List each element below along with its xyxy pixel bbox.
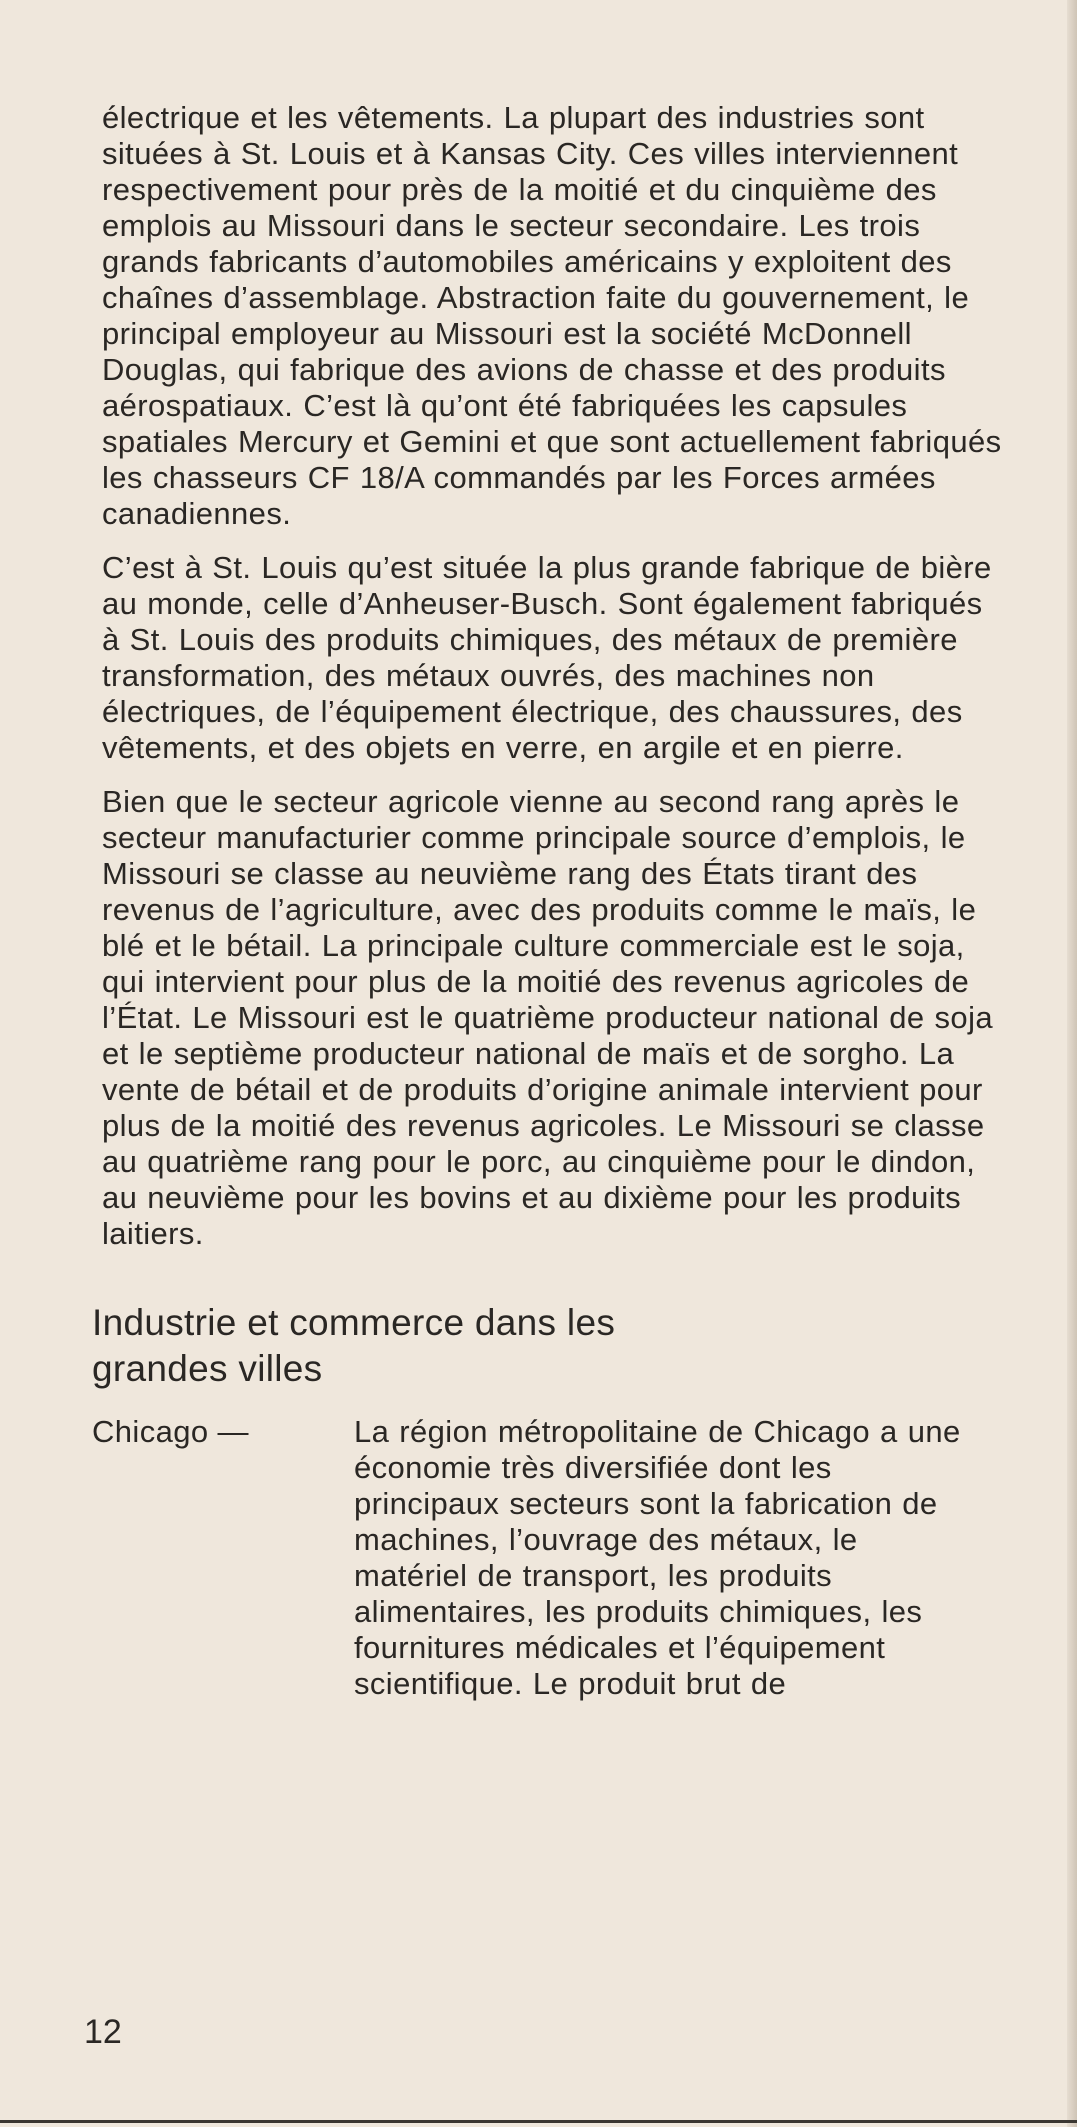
body-paragraph-3: Bien que le secteur agricole vienne au second rang après le secteur manufacturier comme principale source d’emplois, le Missouri se classe au neuvième rang des États tirant des revenus de l’agriculture, avec des produits comme le maïs, le blé et le bétail. La principale culture commerciale est le soja, qui intervient pour plus de la moitié des revenus agricoles de l’État. Le Missouri est le quatrième producteur national de soja et le septième producteur national de maïs et de sorgho. La vente de bétail et de produits d’origine animale intervient pour plus de la moitié des revenus agricoles. Le Missouri se classe au quatrième rang pour le porc, au cinquième pour le dindon, au neuvième pour les bovins et au dixième pour les produits laitiers.	[102, 784, 994, 1251]
body-paragraph-2: C’est à St. Louis qu’est située la plus grande fabrique de bière au monde, celle d’Anheuser-Busch. Sont également fabriqués à St. Louis des produits chimiques, des métaux de première transformation, des métaux ouvrés, des machines non électriques, de l’équipement électrique, des chaussures, des vêtements, et des objets en verre, en argile et en pierre.	[102, 550, 992, 765]
city-description: La région métropolitaine de Chicago a une économie très diversifiée dont les principaux secteurs sont la fabrication de machines, l’ouvrage des métaux, le matériel de transport, les produits alimentaires, les produits chimiques, les fournitures médicales et l’équipement scientifique. Le produit brut de	[354, 1414, 961, 1701]
section-heading: Industrie et commerce dans les grandes villes	[92, 1302, 616, 1389]
bottom-edge-rule	[0, 2120, 1077, 2123]
page-number: 12	[84, 2013, 122, 2051]
body-paragraph-1: électrique et les vêtements. La plupart des industries sont situées à St. Louis et à Kansas City. Ces villes interviennent respectivement pour près de la moitié et du cinquième des emplois au Missouri dans le secteur secondaire. Les trois grands fabricants d’automobiles américains y exploitent des chaînes d’assemblage. Abstraction faite du gouvernement, le principal employeur au Missouri est la société McDonnell Douglas, qui fabrique des avions de chasse et des produits aérospatiaux. C’est là qu’ont été fabriquées les capsules spatiales Mercury et Gemini et que sont actuellement fabriqués les chasseurs CF 18/A commandés par les Forces armées canadiennes.	[102, 100, 1002, 531]
page-edge	[1067, 0, 1077, 2127]
page-content	[92, 100, 1002, 1702]
city-entry-chicago	[92, 1414, 1002, 1702]
city-name: Chicago —	[92, 1414, 249, 1449]
